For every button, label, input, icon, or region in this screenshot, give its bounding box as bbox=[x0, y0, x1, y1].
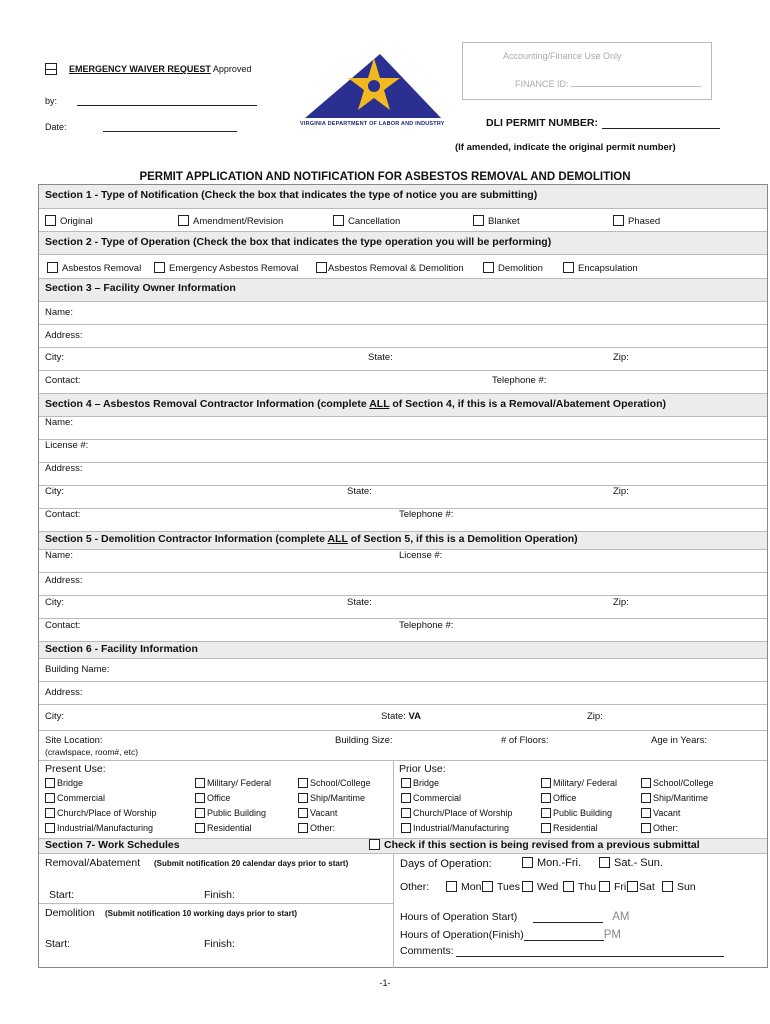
permit-form bbox=[38, 184, 768, 968]
page-number: -1- bbox=[379, 978, 391, 988]
removal-contact-row[interactable]: Contact: Telephone #: bbox=[39, 509, 767, 532]
present-military[interactable]: Military/ Federal bbox=[195, 778, 271, 788]
day-wed[interactable]: Wed bbox=[522, 881, 558, 893]
present-office[interactable]: Office bbox=[195, 793, 230, 803]
demo-contact-row[interactable]: Contact: Telephone #: bbox=[39, 619, 767, 642]
prior-military[interactable]: Military/ Federal bbox=[541, 778, 617, 788]
removal-label: Removal/Abatement bbox=[45, 857, 141, 869]
present-school[interactable]: School/College bbox=[298, 778, 371, 788]
waiver-request: EMERGENCY WAIVER REQUEST Approved bbox=[45, 63, 251, 75]
form-title: PERMIT APPLICATION AND NOTIFICATION FOR ASBESTOS REMOVAL AND DEMOLITION bbox=[139, 171, 631, 183]
option-emergency-removal[interactable]: Emergency Asbestos Removal bbox=[154, 262, 298, 274]
present-residential[interactable]: Residential bbox=[195, 823, 252, 833]
facility-city-row[interactable]: City: State: VA Zip: bbox=[39, 705, 767, 731]
option-cancellation[interactable]: Cancellation bbox=[333, 215, 400, 227]
day-tues[interactable]: Tues bbox=[482, 881, 520, 893]
removal-schedule bbox=[39, 854, 393, 904]
prior-commercial[interactable]: Commercial bbox=[401, 793, 461, 803]
option-original[interactable]: Original bbox=[45, 215, 93, 227]
section7-header: Section 7- Work Schedules Check if this section is being revised from a previous submittal bbox=[39, 839, 767, 854]
permit-number-field[interactable]: DLI PERMIT NUMBER: bbox=[486, 117, 720, 129]
section1-options bbox=[39, 209, 767, 232]
days-of-operation-label: Days of Operation: bbox=[400, 858, 492, 870]
prior-vacant[interactable]: Vacant bbox=[641, 808, 680, 818]
other-days-label: Other: bbox=[400, 881, 430, 893]
logo-text: VIRGINIA DEPARTMENT OF LABOR AND INDUSTRY bbox=[300, 121, 445, 127]
removal-contractor-name-field[interactable]: Name: bbox=[39, 417, 767, 440]
prior-church[interactable]: Church/Place of Worship bbox=[401, 808, 512, 818]
demolition-start-field[interactable]: Start: bbox=[45, 938, 71, 950]
option-encapsulation[interactable]: Encapsulation bbox=[563, 262, 638, 274]
section4-header: Section 4 – Asbestos Removal Contractor Information (complete ALL of Section 4, if this is a Removal/Abatement Operation) bbox=[39, 394, 767, 417]
owner-city-row[interactable]: City: State: Zip: bbox=[39, 348, 767, 371]
demolition-label: Demolition bbox=[45, 907, 95, 919]
accounting-title: Accounting/Finance Use Only bbox=[503, 51, 622, 61]
present-vacant[interactable]: Vacant bbox=[298, 808, 337, 818]
prior-ship[interactable]: Ship/Maritime bbox=[641, 793, 708, 803]
option-asbestos-removal[interactable]: Asbestos Removal bbox=[47, 262, 141, 274]
dli-logo bbox=[300, 50, 446, 132]
option-amendment[interactable]: Amendment/Revision bbox=[178, 215, 283, 227]
day-fri[interactable]: Fri bbox=[599, 881, 626, 893]
building-name-field[interactable]: Building Name: bbox=[39, 659, 767, 682]
day-mon[interactable]: Mon bbox=[446, 881, 481, 893]
present-public-building[interactable]: Public Building bbox=[195, 808, 266, 818]
present-other[interactable]: Other: bbox=[298, 823, 335, 833]
removal-city-row[interactable]: City: State: Zip: bbox=[39, 486, 767, 509]
waiver-checkbox[interactable] bbox=[45, 63, 57, 75]
demolition-schedule bbox=[39, 904, 393, 968]
prior-bridge[interactable]: Bridge bbox=[401, 778, 439, 788]
prior-school[interactable]: School/College bbox=[641, 778, 714, 788]
present-ship[interactable]: Ship/Maritime bbox=[298, 793, 365, 803]
option-demolition[interactable]: Demolition bbox=[483, 262, 543, 274]
operation-hours bbox=[394, 854, 767, 968]
day-sat[interactable]: Sat bbox=[627, 881, 655, 893]
hours-start-field[interactable]: Hours of Operation Start) AM bbox=[400, 911, 630, 923]
removal-license-field[interactable]: License #: bbox=[39, 440, 767, 463]
day-thu[interactable]: Thu bbox=[563, 881, 596, 893]
demolition-finish-field[interactable]: Finish: bbox=[204, 938, 235, 950]
present-bridge[interactable]: Bridge bbox=[45, 778, 83, 788]
finance-use-box bbox=[462, 42, 712, 100]
demolition-note: (Submit notification 10 working days prior to start) bbox=[105, 909, 298, 918]
sat-sun-checkbox[interactable]: Sat.- Sun. bbox=[599, 857, 663, 869]
prior-other[interactable]: Other: bbox=[641, 823, 678, 833]
option-removal-demolition[interactable]: Asbestos Removal & Demolition bbox=[316, 262, 464, 274]
option-phased[interactable]: Phased bbox=[613, 215, 660, 227]
mon-fri-checkbox[interactable]: Mon.-Fri. bbox=[522, 857, 581, 869]
hours-finish-field[interactable]: Hours of Operation(Finish) PM bbox=[400, 929, 621, 941]
demo-address-field[interactable]: Address: bbox=[39, 573, 767, 596]
prior-public-building[interactable]: Public Building bbox=[541, 808, 612, 818]
prior-use-label: Prior Use: bbox=[399, 763, 446, 775]
option-blanket[interactable]: Blanket bbox=[473, 215, 520, 227]
removal-note: (Submit notification 20 calendar days prior to start) bbox=[154, 859, 349, 868]
owner-address-field[interactable]: Address: bbox=[39, 325, 767, 348]
prior-office[interactable]: Office bbox=[541, 793, 576, 803]
present-use-label: Present Use: bbox=[45, 763, 106, 775]
comments-field[interactable]: Comments: bbox=[400, 945, 724, 957]
site-location-row[interactable]: Site Location: (crawlspace, room#, etc) Building Size: # of Floors: Age in Years: bbox=[39, 731, 767, 761]
waiver-date-field[interactable]: Date: bbox=[45, 122, 237, 132]
revised-checkbox[interactable]: Check if this section is being revised from a previous submittal bbox=[369, 839, 700, 851]
removal-start-field[interactable]: Start: bbox=[49, 889, 75, 901]
section6-header: Section 6 - Facility Information bbox=[39, 642, 767, 659]
finance-id-field[interactable]: FINANCE ID: bbox=[515, 79, 701, 89]
section1-header: Section 1 - Type of Notification (Check the box that indicates the type of notice you are submitting) bbox=[39, 185, 767, 209]
removal-address-field[interactable]: Address: bbox=[39, 463, 767, 486]
section2-options bbox=[39, 255, 767, 279]
removal-finish-field[interactable]: Finish: bbox=[204, 889, 235, 901]
use-area bbox=[39, 761, 767, 839]
owner-contact-row[interactable]: Contact: Telephone #: bbox=[39, 371, 767, 394]
present-industrial[interactable]: Industrial/Manufacturing bbox=[45, 823, 153, 833]
prior-residential[interactable]: Residential bbox=[541, 823, 598, 833]
prior-industrial[interactable]: Industrial/Manufacturing bbox=[401, 823, 509, 833]
section5-header: Section 5 - Demolition Contractor Information (complete ALL of Section 5, if this is a Demolition Operation) bbox=[39, 532, 767, 550]
waiver-by-field[interactable]: by: bbox=[45, 96, 257, 106]
present-commercial[interactable]: Commercial bbox=[45, 793, 105, 803]
present-church[interactable]: Church/Place of Worship bbox=[45, 808, 156, 818]
amended-note: (If amended, indicate the original permit number) bbox=[455, 142, 676, 153]
day-sun[interactable]: Sun bbox=[662, 881, 696, 893]
section3-header: Section 3 – Facility Owner Information bbox=[39, 279, 767, 302]
demo-contractor-row[interactable]: Name: License #: bbox=[39, 550, 767, 573]
facility-address-field[interactable]: Address: bbox=[39, 682, 767, 705]
owner-name-field[interactable]: Name: bbox=[39, 302, 767, 325]
section2-header: Section 2 - Type of Operation (Check the box that indicates the type operation you will be performing) bbox=[39, 232, 767, 255]
demo-city-row[interactable]: City: State: Zip: bbox=[39, 596, 767, 619]
